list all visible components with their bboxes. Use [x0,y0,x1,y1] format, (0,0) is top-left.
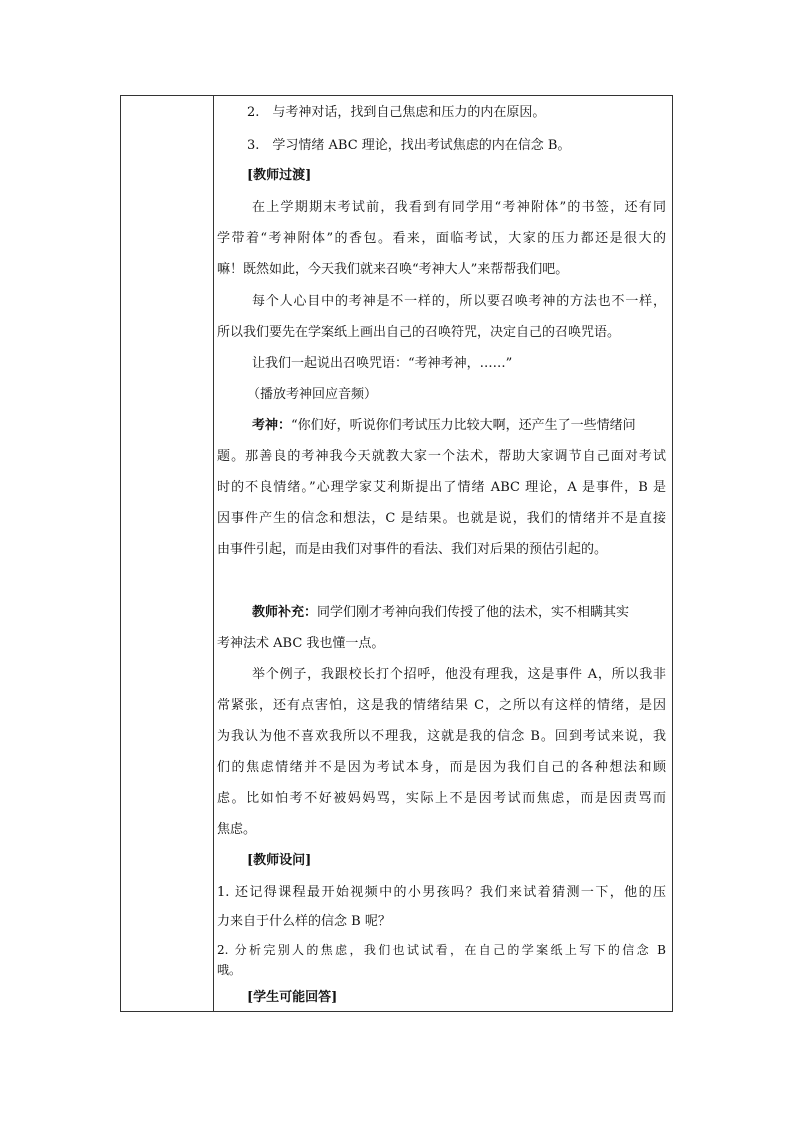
objective-item-2: 2. 与考神对话，找到自己焦虑和压力的内在原因。 [247,105,546,120]
paragraph-line: 让我们一起说出召唤咒语：“考神考神，……” [252,356,513,371]
note-text: 同学们刚才考神向我们传授了他的法术，实不相瞒其实 [317,605,630,620]
paragraph-line: 因事件产生的信念和想法，C 是结果。也就是说，我们的情绪并不是直接 [217,511,666,526]
section-heading-answer: [学生可能回答] [247,990,338,1005]
question-line: 2. 分析完别人的焦虑，我们也试试看，在自己的学案纸上写下的信念 B [217,943,666,957]
paragraph-line: 在上学期期末考试前，我看到有同学用“考神附体”的书签，还有同 [252,200,666,215]
paragraph-line: 虑。比如怕考不好被妈妈骂，实际上不是因考试而焦虑，而是因责骂而 [217,791,666,806]
question-line: 哦。 [217,963,242,977]
paragraph-line: 为我认为他不喜欢我所以不理我，这就是我的信念 B。回到考试来说，我 [217,729,666,744]
speaker-label: 考神： [252,418,292,433]
dialogue-line [252,418,666,434]
paragraph-line: 常紧张，还有点害怕，这是我的情绪结果 C，之所以有这样的情绪，是因 [217,698,666,713]
content-cell [214,96,672,1011]
paragraph-line: 考神法术 ABC 我也懂一点。 [217,636,385,651]
section-heading-question: [教师设问] [247,853,312,868]
paragraph-line: 每个人心目中的考神是不一样的，所以要召唤考神的方法也不一样， [252,294,666,309]
stage-direction: （播放考神回应音频） [247,387,378,402]
lesson-table [120,95,673,1012]
question-line: 1. 还记得课程最开始视频中的小男孩吗？我们来试着猜测一下，他的压 [217,885,666,900]
paragraph-line: 由事件引起，而是由我们对事件的看法、我们对后果的预估引起的。 [217,542,608,557]
objective-item-3: 3. 学习情绪 ABC 理论，找出考试焦虑的内在信念 B。 [247,138,571,153]
dialogue-text: “你们好，听说你们考试压力比较大啊，还产生了一些情绪问 [291,418,636,433]
paragraph-line: 所以我们要先在学案纸上画出自己的召唤符咒，决定自己的召唤咒语。 [217,325,621,340]
speaker-label: 教师补充： [252,605,318,620]
paragraph-line: 学带着“考神附体”的香包。看来，面临考试，大家的压力都还是很大的 [217,231,666,246]
section-heading-transition: [教师过渡] [247,168,312,183]
question-line: 力来自于什么样的信念 B 呢？ [217,914,391,929]
paragraph-line: 焦虑。 [217,822,257,837]
paragraph-line: 举个例子，我跟校长打个招呼，他没有理我，这是事件 A，所以我非 [252,667,666,682]
paragraph-line: 嘛！既然如此，今天我们就来召唤“考神大人”来帮帮我们吧。 [217,262,569,277]
paragraph-line: 们的焦虑情绪并不是因为考试本身，而是因为我们自己的各种想法和顾 [217,760,666,775]
teacher-note-line [252,605,666,621]
paragraph-line: 题。那善良的考神我今天就教大家一个法术，帮助大家调节自己面对考试 [217,449,666,464]
paragraph-line: 时的不良情绪。”心理学家艾利斯提出了情绪 ABC 理论，A 是事件，B 是 [217,480,666,495]
